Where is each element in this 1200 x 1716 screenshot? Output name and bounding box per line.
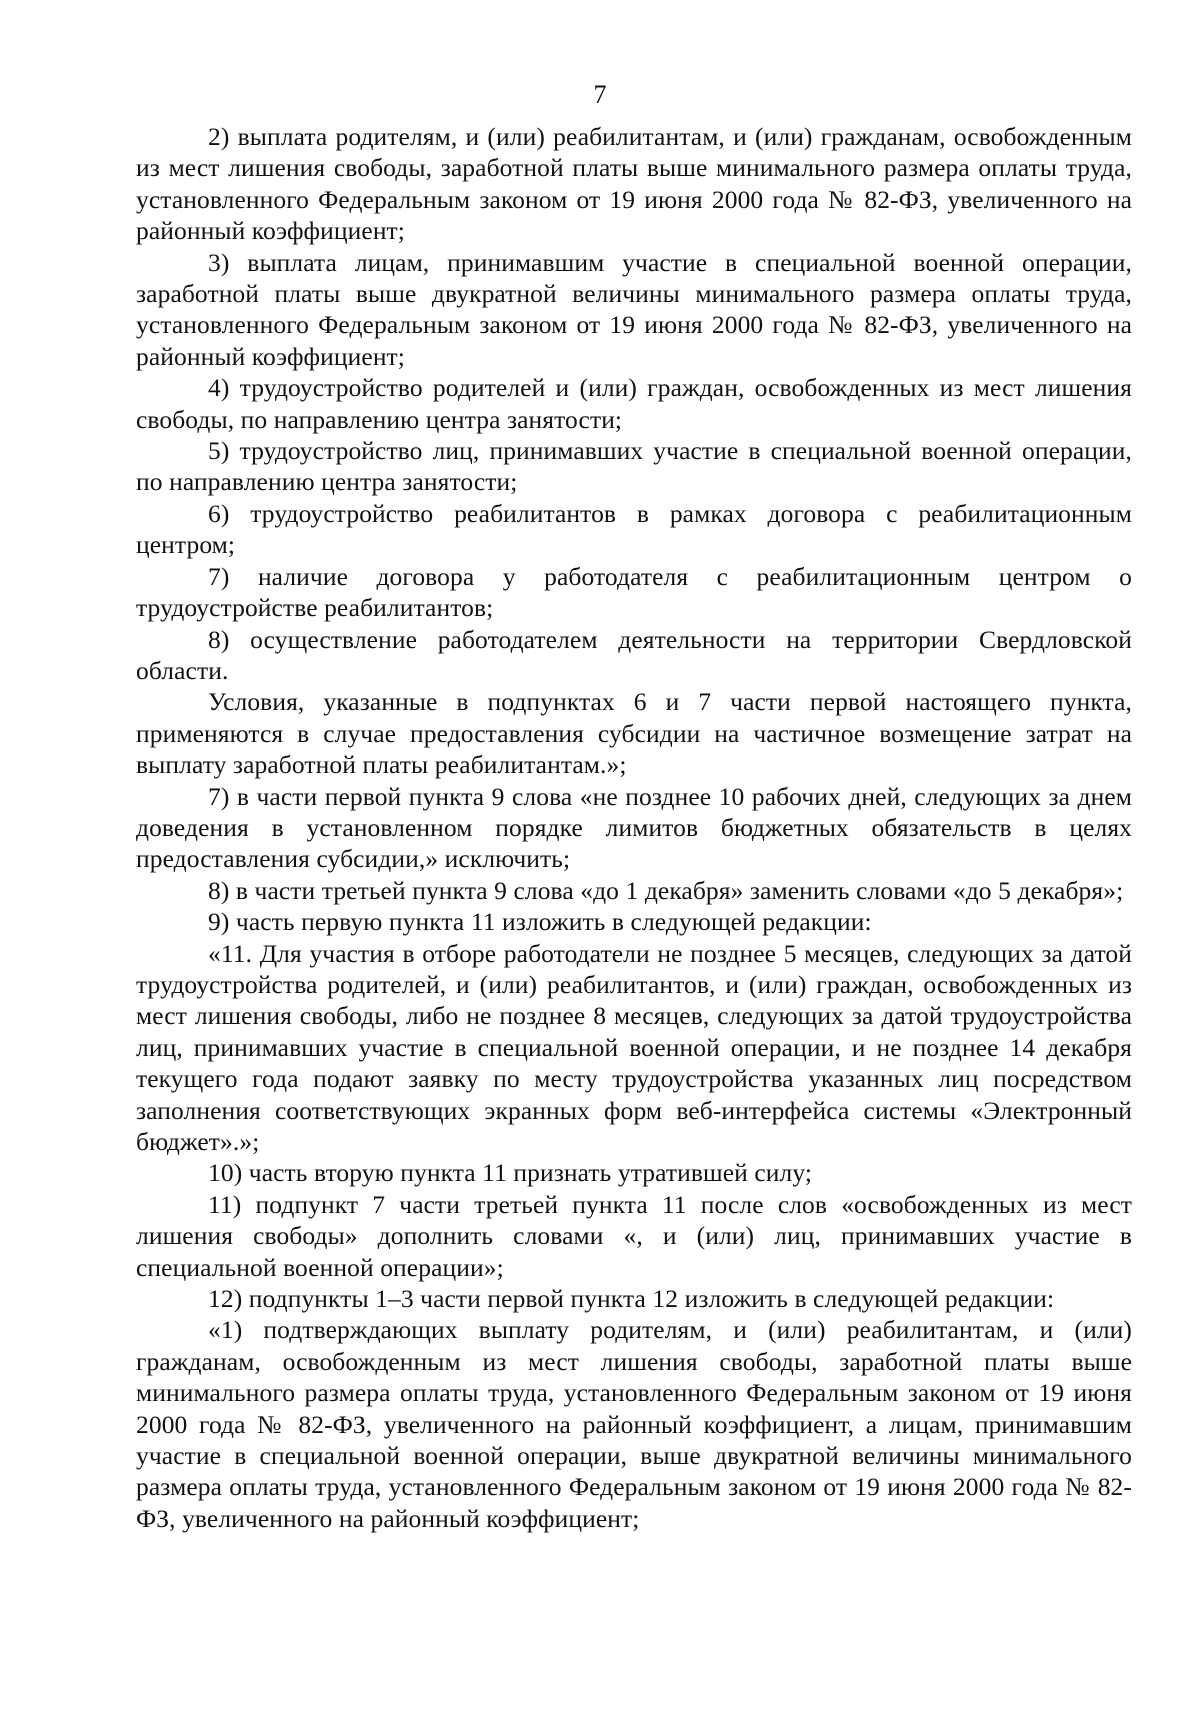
paragraph-amendment-7: 7) в части первой пункта 9 слова «не позднее 10 рабочих дней, следующих за днем доведения в установленном порядке лимитов бюджетных обязательств в целях предоставления субсидии,» исключить;	[136, 781, 1132, 874]
paragraph-conditions: Условия, указанные в подпунктах 6 и 7 части первой настоящего пункта, применяются в случае предоставления субсидии на частичное возмещение затрат на выплату заработной платы реабилитантам.»;	[136, 687, 1132, 780]
paragraph-item-5: 5) трудоустройство лиц, принимавших участие в специальной военной операции, по направлению центра занятости;	[136, 436, 1132, 497]
page-number: 7	[593, 80, 607, 109]
paragraph-clause-11: «11. Для участия в отборе работодатели не позднее 5 месяцев, следующих за датой трудоустройства родителей, и (или) реабилитантов, и (или) граждан, освобожденных из мест лишения свободы, либо не позднее 8 месяцев, следующих за датой трудоустройства лиц, принимавших участие в специальной военной операции, и не позднее 14 декабря текущего года подают заявку по месту трудоустройства указанных лиц посредством заполнения соответствующих экранных форм веб-интерфейса системы «Электронный бюджет».»;	[136, 938, 1132, 1156]
paragraph-item-3: 3) выплата лицам, принимавшим участие в специальной военной операции, заработной платы выше двукратной величины минимального размера оплаты труда, установленного Федеральным законом от 19 июня 2000 года № 82-ФЗ, увеличенного на районный коэффициент;	[136, 247, 1132, 371]
paragraph-amendment-8: 8) в части третьей пункта 9 слова «до 1 декабря» заменить словами «до 5 декабря»;	[208, 875, 1124, 905]
paragraph-item-8: 8) осуществление работодателем деятельности на территории Свердловской области.	[136, 624, 1132, 685]
paragraph-item-7: 7) наличие договора у работодателя с реабилитационным центром о трудоустройстве реабилитантов;	[136, 561, 1132, 623]
paragraph-amendment-11: 11) подпункт 7 части третьей пункта 11 после слов «освобожденных из мест лишения свободы» дополнить словами «, и (или) лиц, принимавших участие в специальной военной операции»;	[136, 1189, 1132, 1282]
paragraph-amendment-10: 10) часть вторую пункта 11 признать утратившей силу;	[208, 1158, 813, 1188]
paragraph-amendment-9: 9) часть первую пункта 11 изложить в следующей редакции:	[208, 907, 872, 937]
paragraph-item-6: 6) трудоустройство реабилитантов в рамках договора с реабилитационным центром;	[136, 498, 1132, 560]
document-body	[136, 121, 1132, 1534]
paragraph-amendment-12: 12) подпункты 1–3 части первой пункта 12 изложить в следующей редакции:	[208, 1284, 1055, 1314]
paragraph-item-2: 2) выплата родителям, и (или) реабилитантам, и (или) гражданам, освобожденным из мест лишения свободы, заработной платы выше минимального размера оплаты труда, установленного Федеральным законом от 19 июня 2000 года № 82-ФЗ, увеличенного на районный коэффициент;	[136, 122, 1132, 246]
paragraph-item-4: 4) трудоустройство родителей и (или) граждан, освобожденных из мест лишения свободы, по направлению центра занятости;	[136, 373, 1132, 434]
paragraph-subclause-1: «1) подтверждающих выплату родителям, и (или) реабилитантам, и (или) гражданам, освобожденным из мест лишения свободы, заработной платы выше минимального размера оплаты труда, установленного Федеральным законом от 19 июня 2000 года № 82-ФЗ, увеличенного на районный коэффициент, а лицам, принимавшим участие в специальной военной операции, выше двукратной величины минимального размера оплаты труда, установленного Федеральным законом от 19 июня 2000 года № 82-ФЗ, увеличенного на районный коэффициент;	[136, 1315, 1132, 1533]
